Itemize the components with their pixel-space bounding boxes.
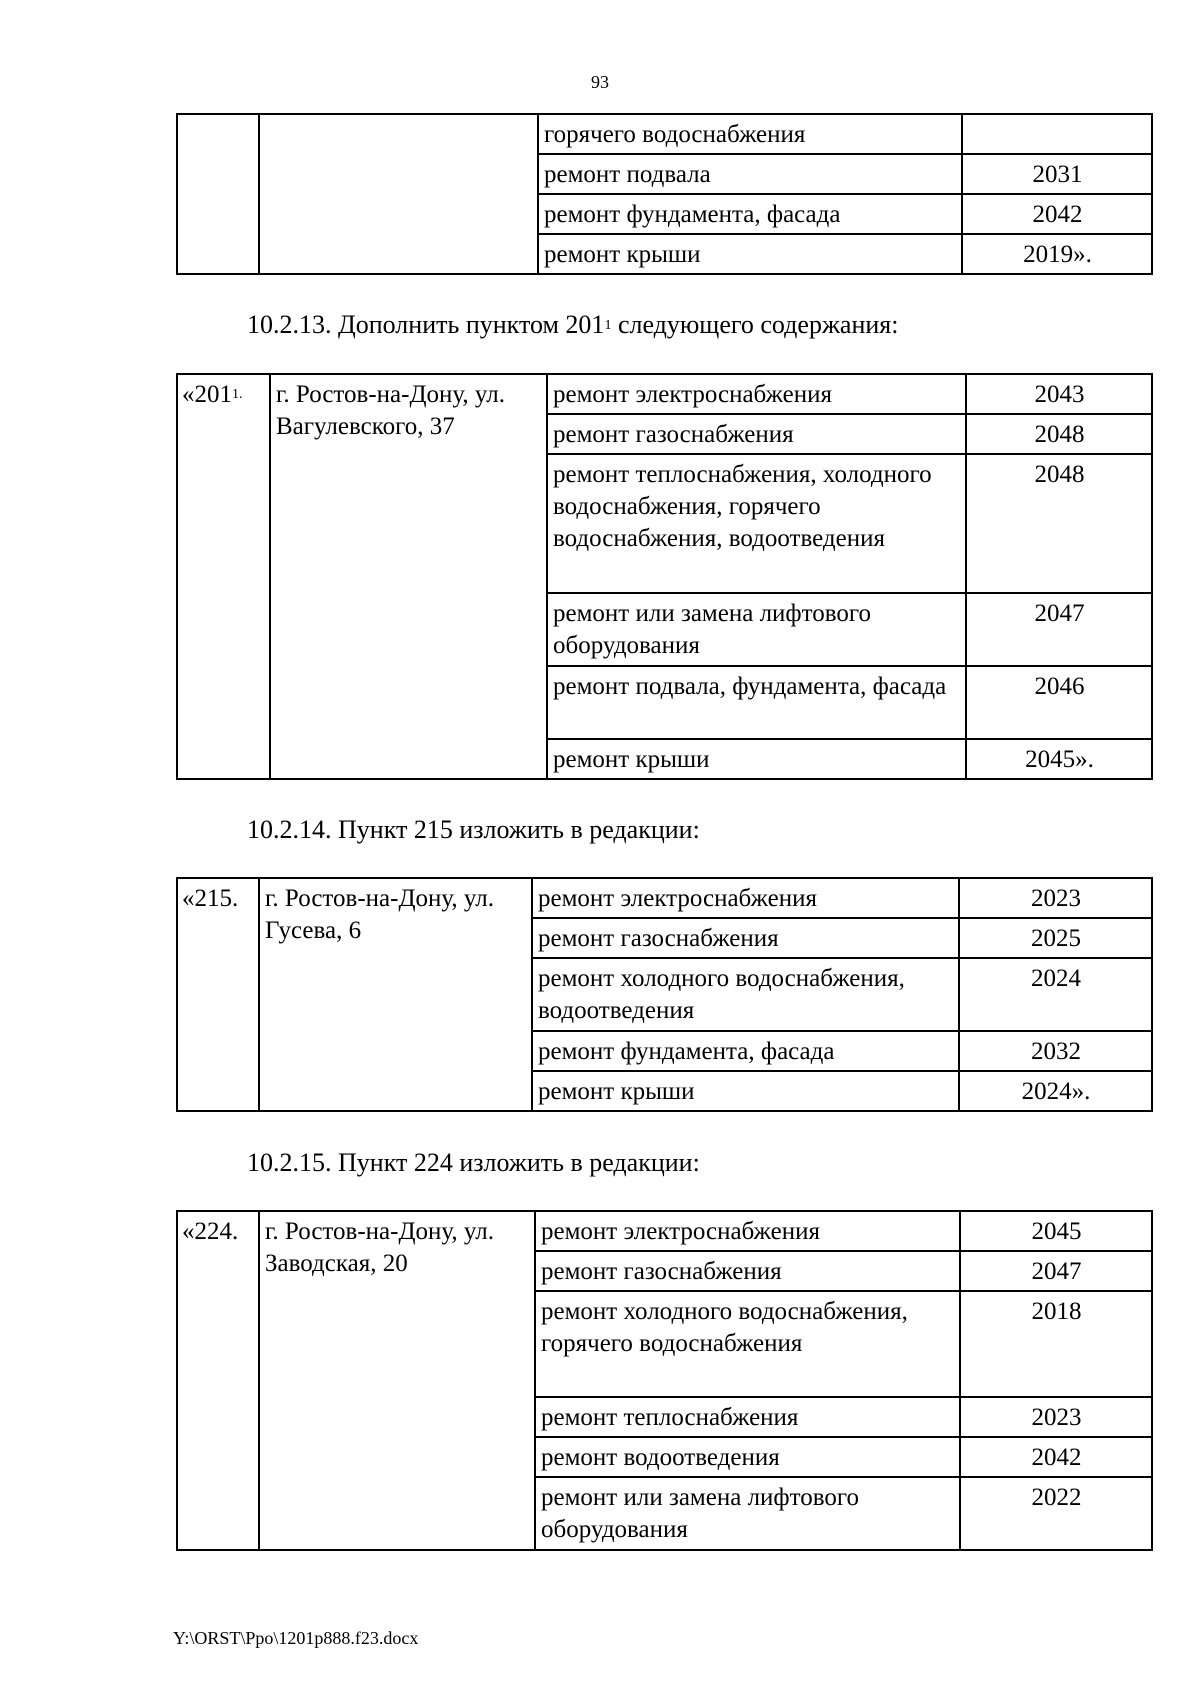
year-cell: 2048 xyxy=(966,454,1152,593)
year-cell: 2024». xyxy=(959,1071,1152,1111)
work-cell: ремонт подвала, фундамента, фасада xyxy=(547,666,966,739)
year-cell: 2023 xyxy=(959,878,1152,918)
number-cell xyxy=(177,374,270,779)
work-cell: ремонт или замена лифтового оборудования xyxy=(535,1477,960,1550)
superscript: 1. xyxy=(232,387,243,402)
table-item-224 xyxy=(176,1210,1153,1551)
table-continuation xyxy=(176,113,1153,275)
year-cell: 2022 xyxy=(960,1477,1152,1550)
work-cell: ремонт газоснабжения xyxy=(532,918,959,958)
year-cell: 2025 xyxy=(959,918,1152,958)
work-cell: ремонт крыши xyxy=(547,739,966,779)
address-cell: г. Ростов-на-Дону, ул. Вагулевского, 37 xyxy=(270,374,547,779)
work-cell: ремонт электроснабжения xyxy=(532,878,959,918)
work-cell: ремонт подвала xyxy=(538,154,962,194)
year-cell: 2047 xyxy=(960,1251,1152,1291)
work-cell: ремонт теплоснабжения xyxy=(535,1397,960,1437)
paragraph-text: следующего содержания: xyxy=(611,310,899,339)
work-cell: ремонт газоснабжения xyxy=(547,414,966,454)
work-cell: ремонт теплоснабжения, холодного водоснабжения, горячего водоснабжения, водоотведения xyxy=(547,454,966,593)
address-cell xyxy=(259,114,538,274)
year-cell: 2048 xyxy=(966,414,1152,454)
year-cell: 2019». xyxy=(962,234,1152,274)
year-cell: 2045». xyxy=(966,739,1152,779)
work-cell: ремонт электроснабжения xyxy=(547,374,966,414)
paragraph-text: 10.2.13. Дополнить пунктом 201 xyxy=(247,310,605,339)
year-cell: 2047 xyxy=(966,593,1152,666)
work-cell: ремонт холодного водоснабжения, водоотведения xyxy=(532,958,959,1031)
file-path-footer: Y:\ORST\Ppo\1201p888.f23.docx xyxy=(173,1628,419,1648)
year-cell: 2042 xyxy=(960,1437,1152,1477)
paragraph-10-2-15: 10.2.15. Пункт 224 изложить в редакции: xyxy=(247,1148,700,1177)
year-cell: 2043 xyxy=(966,374,1152,414)
item-number: «201 xyxy=(182,381,232,408)
paragraph-10-2-13 xyxy=(247,309,898,341)
year-cell: 2045 xyxy=(960,1211,1152,1251)
work-cell: ремонт фундамента, фасада xyxy=(538,194,962,234)
work-cell: ремонт крыши xyxy=(538,234,962,274)
year-cell: 2018 xyxy=(960,1291,1152,1397)
work-cell: ремонт крыши xyxy=(532,1071,959,1111)
work-cell: ремонт водоотведения xyxy=(535,1437,960,1477)
year-cell: 2031 xyxy=(962,154,1152,194)
address-cell: г. Ростов-на-Дону, ул. Гусева, 6 xyxy=(259,878,532,1111)
year-cell: 2023 xyxy=(960,1397,1152,1437)
work-cell: ремонт холодного водоснабжения, горячего водоснабжения xyxy=(535,1291,960,1397)
number-cell: «215. xyxy=(177,878,259,1111)
year-cell xyxy=(962,114,1152,154)
work-cell: ремонт электроснабжения xyxy=(535,1211,960,1251)
year-cell: 2032 xyxy=(959,1031,1152,1071)
year-cell: 2046 xyxy=(966,666,1152,739)
work-cell: ремонт газоснабжения xyxy=(535,1251,960,1291)
work-cell: горячего водоснабжения xyxy=(538,114,962,154)
work-cell: ремонт фундамента, фасада xyxy=(532,1031,959,1071)
page-number: 93 xyxy=(591,72,609,92)
table-item-201-1 xyxy=(176,373,1153,780)
superscript: 1 xyxy=(604,318,612,333)
address-cell: г. Ростов-на-Дону, ул. Заводская, 20 xyxy=(259,1211,535,1550)
work-cell: ремонт или замена лифтового оборудования xyxy=(547,593,966,666)
paragraph-10-2-14: 10.2.14. Пункт 215 изложить в редакции: xyxy=(247,815,700,844)
table-item-215 xyxy=(176,877,1153,1112)
year-cell: 2024 xyxy=(959,958,1152,1031)
number-cell xyxy=(177,114,259,274)
number-cell: «224. xyxy=(177,1211,259,1550)
year-cell: 2042 xyxy=(962,194,1152,234)
